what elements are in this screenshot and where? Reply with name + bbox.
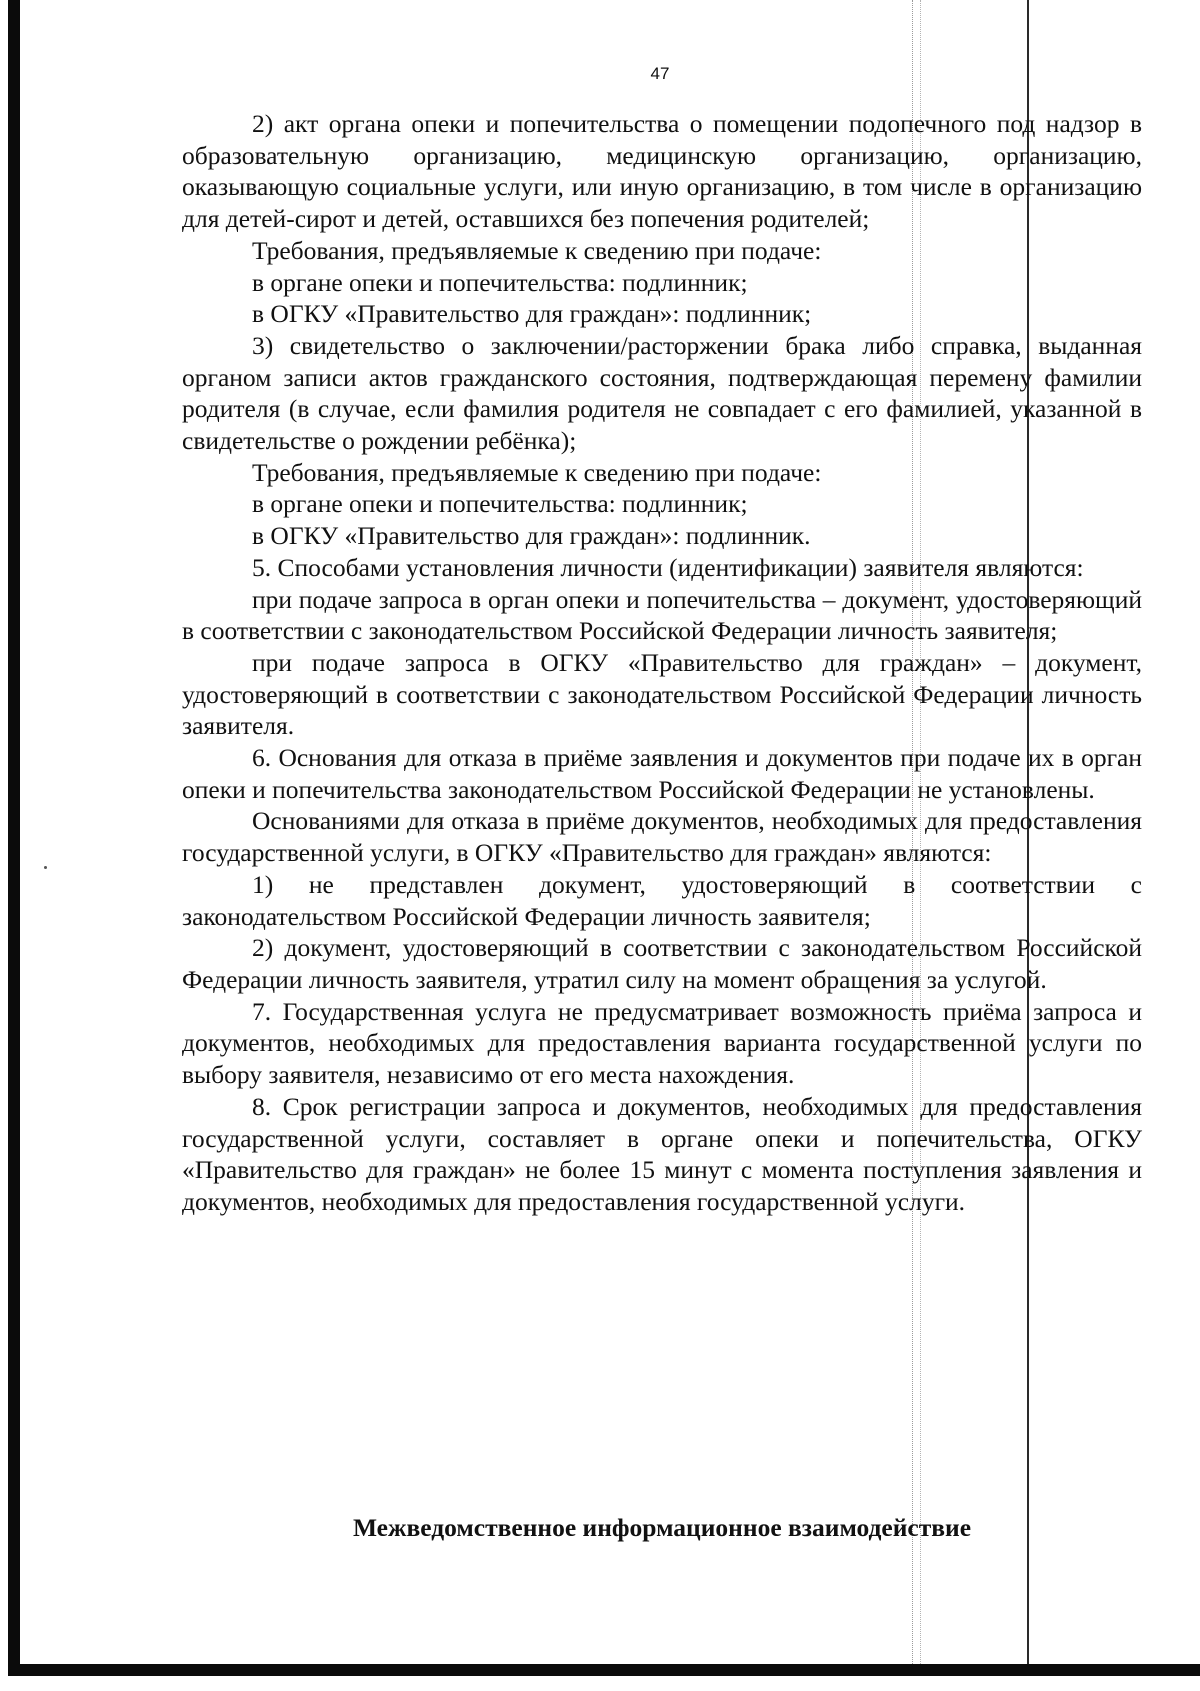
paragraph: 6. Основания для отказа в приёме заявления и документов при подаче их в орган опеки и попечительства законодательством Российской Федерации не установлены. [182,743,1142,804]
paragraph: в ОГКУ «Правительство для граждан»: подлинник. [252,521,811,551]
paragraph: Требования, предъявляемые к сведению при подаче: [252,235,822,265]
paragraph: 7. Государственная услуга не предусматривает возможность приёма запроса и документов, необходимых для предоставления варианта государственной услуги по выбору заявителя, независимо от его места нахождения. [182,996,1142,1090]
document-body [182,108,1142,1218]
paragraph: при подаче запроса в орган опеки и попечительства – документ, удостоверяющий в соответствии с законодательством Российской Федерации личность заявителя; [182,584,1142,646]
paragraph: Требования, предъявляемые к сведению при подаче: [252,457,822,487]
paragraph: в органе опеки и попечительства: подлинник; [252,489,748,519]
scan-speck [44,866,47,869]
paragraph: 8. Срок регистрации запроса и документов, необходимых для предоставления государственной услуги, составляет в органе опеки и попечительства, ОГКУ «Правительство для граждан» не более 15 минут с момента поступления заявления и документов, необходимых для предоставления государственной услуги. [182,1091,1142,1216]
paragraph: 2) документ, удостоверяющий в соответствии с законодательством Российской Федерации личность заявителя, утратил силу на момент обращения за услугой. [182,933,1142,994]
scan-bottom-edge [8,1664,1200,1676]
scan-left-edge [8,0,20,1676]
paragraph: при подаче запроса в ОГКУ «Правительство для граждан» – документ, удостоверяющий в соответствии с законодательством Российской Федерации личность заявителя. [182,647,1142,741]
paragraph: 3) свидетельство о заключении/расторжении брака либо справка, выданная органом записи актов гражданского состояния, подтверждающая перемену фамилии родителя (в случае, если фамилия родителя не совпадает с его фамилией, указанной в свидетельстве о рождении ребёнка); [182,330,1142,456]
paragraph: 5. Способами установления личности (идентификации) заявителя являются: [252,552,1084,582]
paragraph: в органе опеки и попечительства: подлинник; [252,267,748,297]
paragraph: 1) не представлен документ, удостоверяющий в соответствии с законодательством Российской Федерации личность заявителя; [182,869,1142,931]
paragraph: Основаниями для отказа в приёме документов, необходимых для предоставления государственной услуги, в ОГКУ «Правительство для граждан» являются: [182,806,1142,868]
paragraph: в ОГКУ «Правительство для граждан»: подлинник; [252,299,812,329]
paragraph: 2) акт органа опеки и попечительства о помещении подопечного под надзор в образовательную организацию, медицинскую организацию, организацию, оказывающую социальные услуги, или иную организацию, в том числе в организацию для детей-сирот и детей, оставшихся без попечения родителей; [182,109,1142,234]
section-heading: Межведомственное информационное взаимодействие [352,1513,972,1542]
page-number: 47 [650,64,670,83]
